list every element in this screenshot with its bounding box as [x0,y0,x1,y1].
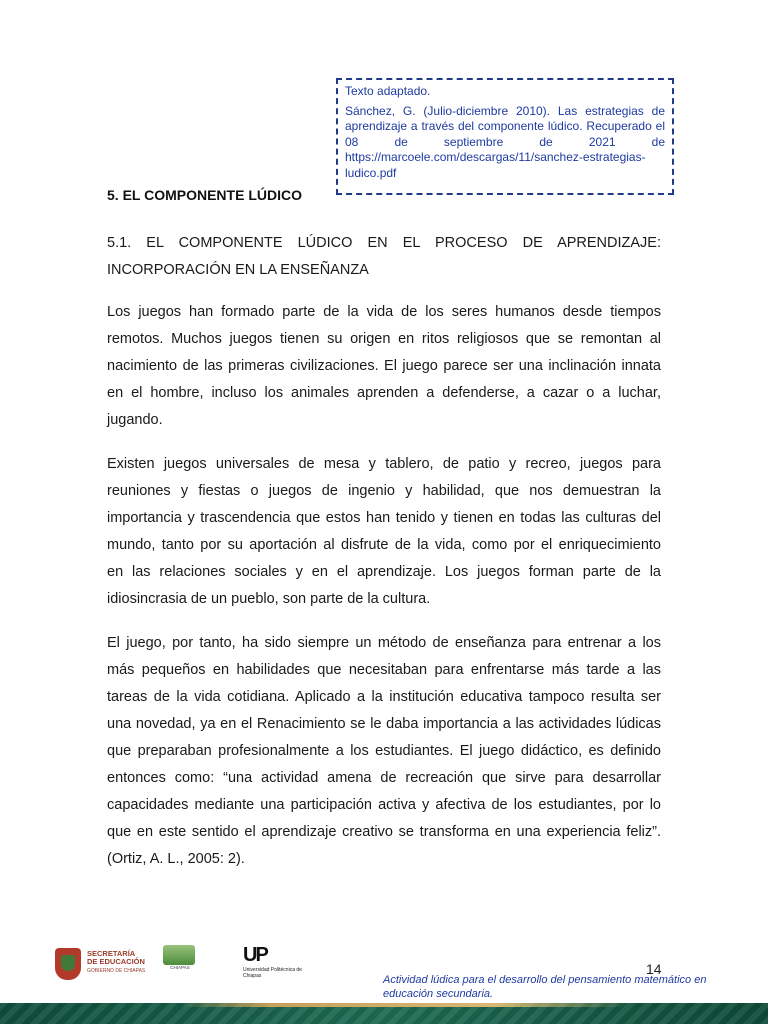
paragraph-1 [107,299,661,434]
text-line: una novedad, ya en el Renacimiento se le daba importancia a las actividades lúdicas [107,716,661,732]
text-line: que en este sentido el aprendizaje creativo se transforma en una experiencia feliz”. [107,824,661,840]
footer-logos [55,940,325,990]
source-citation-box [336,78,674,195]
source-url-line: https://marcoele.com/descargas/11/sanchez-estrategias- [345,150,646,165]
landscape-icon [163,945,195,965]
program-logo-text: CHIAPAS [170,965,190,970]
paragraph-3 [107,630,661,873]
source-url-line: ludico.pdf [345,165,397,180]
page-number: 14 [646,961,662,977]
sep-chiapas-logo [55,948,165,982]
subsection-line: 5.1. EL COMPONENTE LÚDICO EN EL PROCESO DE APRENDIZAJE: [107,235,661,251]
text-line: jugando. [107,412,163,428]
footer-caption-line: educación secundaria. [383,988,494,1000]
paragraph-2 [107,451,661,613]
up-logo-text: Universidad Politécnica de Chiapas [243,967,302,979]
text-line: (Ortiz, A. L., 2005: 2). [107,851,245,867]
footer-caption [383,973,733,1001]
footer-gold-stripe [180,1003,630,1007]
subsection-line: INCORPORACIÓN EN LA ENSEÑANZA [107,262,369,278]
text-line: reuniones y fiestas o juegos de ingenio y habilidad, que nos demuestran la [107,483,661,499]
text-line: que preparaban profesionalmente a los estudiantes. El juego didáctico, es definido [107,743,661,759]
coat-of-arms-icon [55,948,81,980]
text-line: importancia y trascendencia que estos han tenido y tienen en todas las culturas del [107,510,661,526]
source-line: 08 de septiembre de 2021 de [345,134,665,149]
source-line: aprendizaje a través del componente lúdico. Recuperado el [345,119,665,134]
footer-caption-line: Actividad lúdica para el desarrollo del pensamiento matemático en [383,974,707,986]
text-line: tareas de la vida cotidiana. Aplicado a la institución educativa tampoco resulta ser [107,689,661,705]
text-line: nacimiento de las primeras civilizaciones. El juego parece ser una inclinación innata [107,358,661,374]
upchiapas-logo [243,944,313,986]
source-label: Texto adaptado. [345,84,431,98]
sep-logo-text: SECRETARÍA DE EDUCACIÓN [87,949,145,966]
chiapas-program-logo [163,945,197,983]
text-line: El juego, por tanto, ha sido siempre un método de enseñanza para entrenar a los [107,635,661,651]
subsection-heading [107,230,661,284]
text-line: en las relaciones sociales y en el aprendizaje. Los juegos forman parte de la [107,564,661,580]
text-line: en el hombre, incluso los animales aprenden a defenderse, a cazar o a luchar, [107,385,661,401]
footer-decorative-band [0,1003,768,1024]
text-line: remotos. Muchos juegos tienen su origen en ritos religiosos que se remontan al [107,331,661,347]
text-line: Existen juegos universales de mesa y tablero, de patio y recreo, juegos para [107,456,661,472]
text-line: idiosincrasia de un pueblo, son parte de la cultura. [107,591,431,607]
text-line: mundo, tanto por su aportación al disfrute de la vida, como por el enriquecimiento [107,537,661,553]
sep-logo-subtext: GOBIERNO DE CHIAPAS [87,968,146,974]
up-logo-mark: UP [243,944,267,966]
source-line: Sánchez, G. (Julio-diciembre 2010). Las estrategias de [345,103,665,118]
text-line: capacidades mediante una participación activa y afectiva de los estudiantes, por lo [107,797,661,813]
text-line: más pequeños en habilidades que necesitaban para enfrentarse más tarde a las [107,662,661,678]
text-line: Los juegos han formado parte de la vida de los seres humanos desde tiempos [107,304,661,320]
section-title: 5. EL COMPONENTE LÚDICO [107,187,302,203]
text-line: entonces como: “una actividad amena de recreación que sirve para desarrollar [107,770,661,786]
